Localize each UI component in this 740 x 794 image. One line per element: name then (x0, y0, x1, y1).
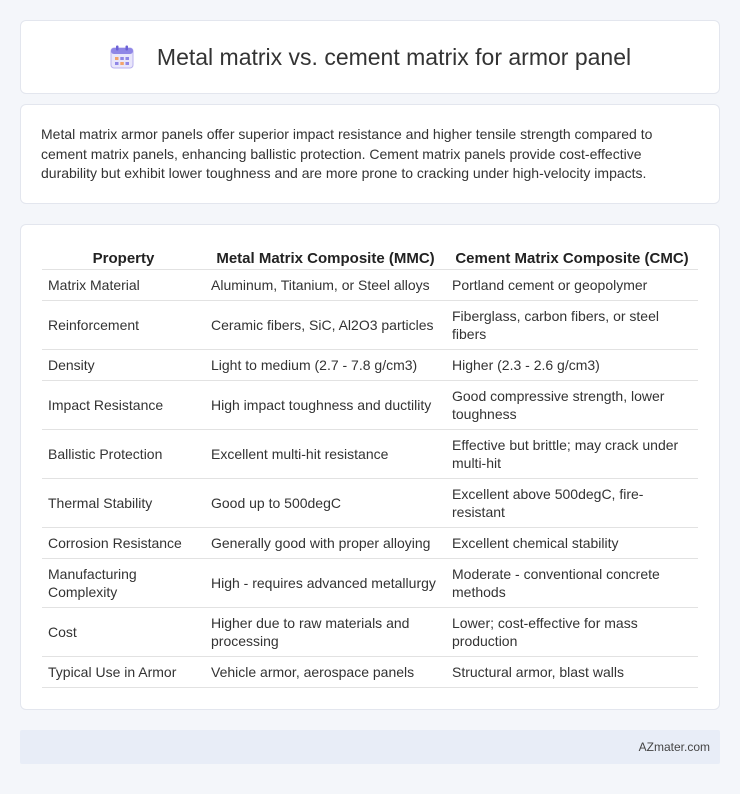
cell-cmc: Lower; cost-effective for mass production (446, 607, 698, 656)
cell-cmc: Portland cement or geopolymer (446, 269, 698, 300)
table-row (42, 478, 698, 527)
cell-mmc: Light to medium (2.7 - 7.8 g/cm3) (205, 349, 446, 380)
cell-property: Cost (42, 607, 205, 656)
cell-cmc: Excellent chemical stability (446, 527, 698, 558)
table-row (42, 607, 698, 656)
intro-card (20, 104, 720, 204)
footer-bar (20, 730, 720, 764)
cell-mmc: High - requires advanced metallurgy (205, 558, 446, 607)
cell-property: Thermal Stability (42, 478, 205, 527)
cell-mmc: Higher due to raw materials and processing (205, 607, 446, 656)
comparison-table (42, 245, 698, 688)
footer-site-link[interactable]: AZmater.com (638, 740, 710, 754)
table-header-row (42, 245, 698, 269)
cell-property: Corrosion Resistance (42, 527, 205, 558)
cell-mmc: Excellent multi-hit resistance (205, 429, 446, 478)
table-row (42, 527, 698, 558)
cell-mmc: High impact toughness and ductility (205, 380, 446, 429)
title-card (20, 20, 720, 94)
intro-paragraph: Metal matrix armor panels offer superior impact resistance and higher tensile strength compared to cement matrix panels, enhancing ballistic protection. Cement matrix panels provide cost-effective durability but exhibit lower toughness and are more prone to cracking under high-velocity impacts. (41, 126, 653, 181)
cell-cmc: Fiberglass, carbon fibers, or steel fibers (446, 300, 698, 349)
cell-property: Manufacturing Complexity (42, 558, 205, 607)
cell-mmc: Good up to 500degC (205, 478, 446, 527)
cell-mmc: Aluminum, Titanium, or Steel alloys (205, 269, 446, 300)
cell-cmc: Structural armor, blast walls (446, 656, 698, 687)
cell-property: Density (42, 349, 205, 380)
cell-cmc: Effective but brittle; may crack under multi-hit (446, 429, 698, 478)
cell-cmc: Higher (2.3 - 2.6 g/cm3) (446, 349, 698, 380)
cell-property: Typical Use in Armor (42, 656, 205, 687)
cell-cmc: Moderate - conventional concrete methods (446, 558, 698, 607)
header-cmc: Cement Matrix Composite (CMC) (446, 245, 698, 269)
table-row (42, 656, 698, 687)
cell-mmc: Ceramic fibers, SiC, Al2O3 particles (205, 300, 446, 349)
cell-mmc: Generally good with proper alloying (205, 527, 446, 558)
cell-mmc: Vehicle armor, aerospace panels (205, 656, 446, 687)
comparison-table-card (20, 224, 720, 710)
table-row (42, 349, 698, 380)
cell-cmc: Good compressive strength, lower toughness (446, 380, 698, 429)
calendar-icon (109, 44, 135, 70)
header-property: Property (42, 245, 205, 269)
cell-property: Impact Resistance (42, 380, 205, 429)
table-row (42, 300, 698, 349)
table-row (42, 269, 698, 300)
table-row (42, 380, 698, 429)
cell-cmc: Excellent above 500degC, fire-resistant (446, 478, 698, 527)
header-mmc: Metal Matrix Composite (MMC) (205, 245, 446, 269)
cell-property: Matrix Material (42, 269, 205, 300)
cell-property: Ballistic Protection (42, 429, 205, 478)
page-title: Metal matrix vs. cement matrix for armor panel (156, 43, 632, 70)
table-row (42, 558, 698, 607)
cell-property: Reinforcement (42, 300, 205, 349)
table-row (42, 429, 698, 478)
